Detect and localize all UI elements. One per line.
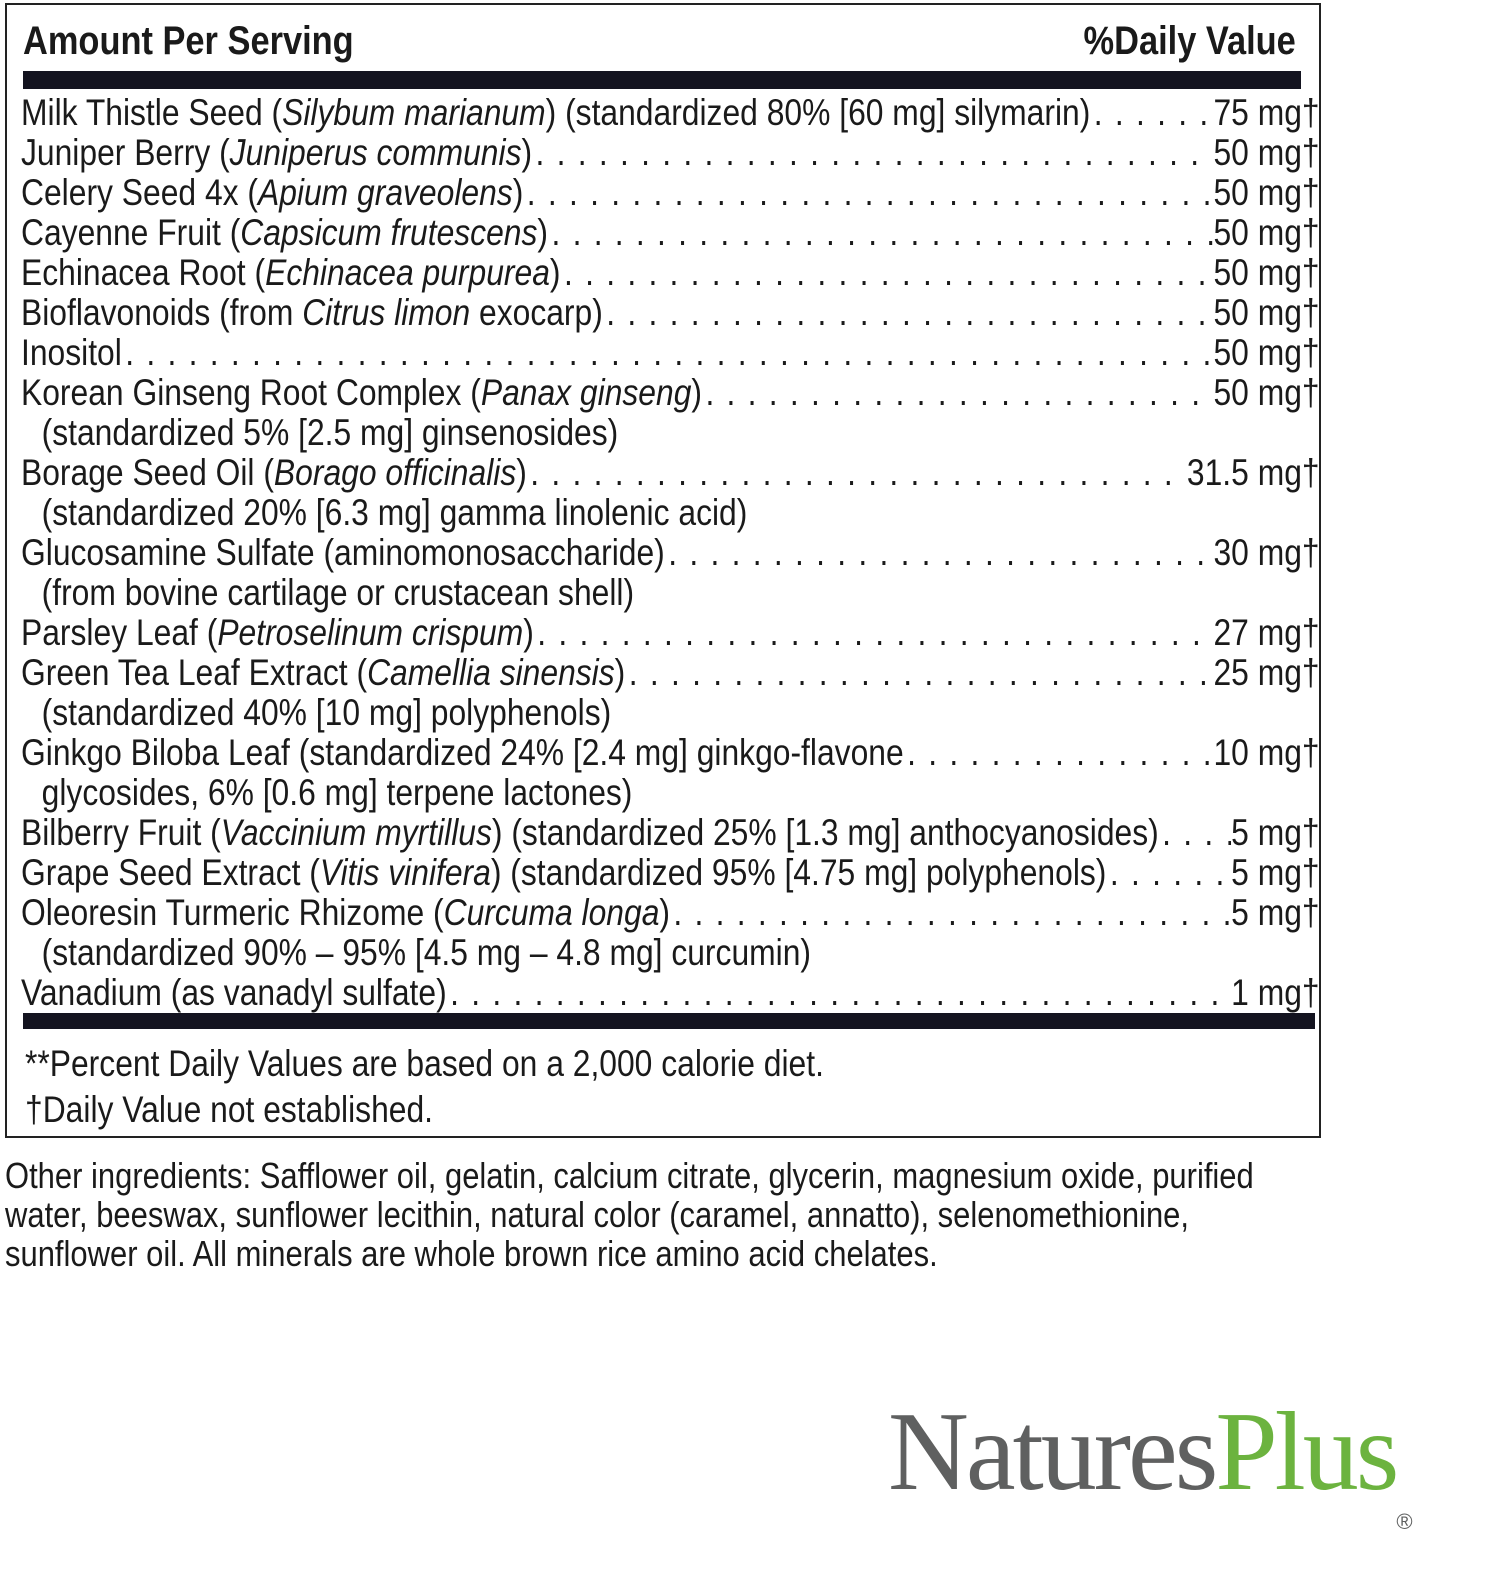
ingredient-row <box>21 973 1320 1013</box>
ingredient-text: Inositol <box>21 332 122 373</box>
other-ingredients-line: water, beeswax, sunflower lecithin, natural color (caramel, annatto), selenomethionine, <box>5 1194 1189 1235</box>
ingredient-text: Milk Thistle Seed ( <box>21 92 283 133</box>
dot-leader <box>603 293 1214 333</box>
ingredient-text: Echinacea Root ( <box>21 252 266 293</box>
ingredient-row <box>21 173 1320 213</box>
ingredient-text: ) <box>516 452 527 493</box>
ingredient-text: Korean Ginseng Root Complex ( <box>21 372 481 413</box>
ingredient-amount: 50 mg† <box>1213 172 1320 213</box>
other-ingredients <box>5 1156 1312 1273</box>
ingredient-name <box>21 893 670 933</box>
ingredient-name <box>21 293 603 333</box>
registered-mark: ® <box>1396 1509 1413 1534</box>
ingredient-name <box>21 333 122 373</box>
ingredient-amount: 30 mg† <box>1213 532 1320 573</box>
ingredient-text: Celery Seed 4x ( <box>21 172 258 213</box>
ingredient-text: ) <box>691 372 702 413</box>
dot-leader <box>625 653 1213 693</box>
dot-leader <box>548 213 1213 253</box>
footnote-dagger: †Daily Value not established. <box>25 1089 434 1130</box>
ingredient-name <box>21 813 1159 853</box>
ingredient-text: Oleoresin Turmeric Rhizome ( <box>21 892 444 933</box>
ingredient-amount: 5 mg† <box>1231 812 1320 853</box>
ingredient-text: Bioflavonoids (from <box>21 292 303 333</box>
ingredient-amount: 1 mg† <box>1231 972 1320 1013</box>
other-ingredients-line: sunflower oil. All minerals are whole brown rice amino acid chelates. <box>5 1233 938 1274</box>
ingredient-row <box>21 453 1320 493</box>
ingredient-amount: 50 mg† <box>1213 292 1320 333</box>
ingredient-amount: 50 mg† <box>1213 132 1320 173</box>
ingredient-row <box>21 253 1320 293</box>
ingredient-list <box>21 93 1320 1013</box>
latin-name: Camellia sinensis <box>367 652 615 693</box>
ingredient-text: ) <box>521 132 533 173</box>
ingredient-text: Vanadium (as vanadyl sulfate) <box>21 972 447 1013</box>
dot-leader <box>670 893 1231 933</box>
naturesplus-logo <box>888 1390 1413 1572</box>
ingredient-row <box>21 853 1320 893</box>
ingredient-name <box>21 373 702 413</box>
latin-name: Silybum marianum <box>282 92 546 133</box>
ingredient-amount: 75 mg† <box>1213 92 1320 133</box>
ingredient-detail: (from bovine cartilage or crustacean shell) <box>41 572 635 613</box>
ingredient-amount: 27 mg† <box>1213 612 1320 653</box>
ingredient-name <box>21 213 548 253</box>
ingredient-text: ) (standardized 95% [4.75 mg] polyphenols) <box>490 852 1107 893</box>
ingredient-row <box>21 373 1320 413</box>
ingredient-name <box>21 253 561 293</box>
dot-leader <box>1106 853 1231 893</box>
ingredient-name <box>21 93 1090 133</box>
dot-leader <box>534 613 1214 653</box>
ingredient-text: Glucosamine Sulfate (aminomonosaccharide) <box>21 532 665 573</box>
ingredient-row <box>21 613 1320 653</box>
dot-leader <box>1159 813 1231 853</box>
ingredient-name <box>21 453 527 493</box>
latin-name: Curcuma longa <box>443 892 660 933</box>
ingredient-text: Borage Seed Oil ( <box>21 452 274 493</box>
latin-name: Citrus limon <box>302 292 471 333</box>
ingredient-name <box>21 733 904 773</box>
dot-leader <box>122 333 1214 373</box>
ingredient-text: Ginkgo Biloba Leaf (standardized 24% [2.4 mg] ginkgo-flavone <box>21 732 904 773</box>
logo-natures: Natures <box>888 1390 1216 1514</box>
ingredient-text: ) <box>549 252 561 293</box>
ingredient-text: ) <box>523 612 534 653</box>
latin-name: Vaccinium myrtillus <box>220 812 492 853</box>
ingredient-detail: (standardized 90% – 95% [4.5 mg – 4.8 mg] curcumin) <box>41 932 812 973</box>
footer-divider <box>23 1013 1315 1029</box>
ingredient-amount: 31.5 mg† <box>1186 452 1320 493</box>
latin-name: Echinacea purpurea <box>265 252 550 293</box>
ingredient-text: exocarp) <box>470 292 603 333</box>
footnotes <box>25 1041 1143 1133</box>
latin-name: Petroselinum crispum <box>217 612 524 653</box>
dot-leader <box>702 373 1213 413</box>
ingredient-amount: 5 mg† <box>1231 852 1320 893</box>
logo-plus: Plus <box>1215 1390 1397 1514</box>
latin-name: Borago officinalis <box>273 452 517 493</box>
ingredient-row <box>21 133 1320 173</box>
latin-name: Panax ginseng <box>480 372 692 413</box>
ingredient-text: Grape Seed Extract ( <box>21 852 320 893</box>
ingredient-row <box>21 533 1320 573</box>
ingredient-amount: 50 mg† <box>1213 212 1320 253</box>
ingredient-amount: 50 mg† <box>1213 332 1320 373</box>
ingredient-text: ) <box>659 892 670 933</box>
dot-leader <box>527 453 1187 493</box>
latin-name: Juniperus communis <box>229 132 522 173</box>
ingredient-name <box>21 653 625 693</box>
ingredient-amount: 50 mg† <box>1213 372 1320 413</box>
dot-leader <box>1090 93 1213 133</box>
supplement-facts-panel <box>5 3 1321 1138</box>
ingredient-row <box>21 733 1320 773</box>
ingredient-text: Cayenne Fruit ( <box>21 212 241 253</box>
dot-leader <box>523 173 1213 213</box>
ingredient-text: Juniper Berry ( <box>21 132 230 173</box>
ingredient-detail: (standardized 40% [10 mg] polyphenols) <box>41 692 612 733</box>
ingredient-name <box>21 133 532 173</box>
dot-leader <box>532 133 1213 173</box>
ingredient-text: ) <box>537 212 549 253</box>
ingredient-row <box>21 293 1320 333</box>
ingredient-name <box>21 173 523 213</box>
ingredient-row <box>21 213 1320 253</box>
ingredient-row <box>21 93 1320 133</box>
ingredient-amount: 25 mg† <box>1213 652 1320 693</box>
ingredient-detail: (standardized 5% [2.5 mg] ginsenosides) <box>41 412 619 453</box>
dot-leader <box>904 733 1214 773</box>
ingredient-amount: 5 mg† <box>1231 892 1320 933</box>
header-divider <box>23 71 1301 89</box>
ingredient-amount: 50 mg† <box>1213 252 1320 293</box>
ingredient-detail: (standardized 20% [6.3 mg] gamma linolenic acid) <box>41 492 748 533</box>
ingredient-detail: glycosides, 6% [0.6 mg] terpene lactones) <box>41 772 633 813</box>
ingredient-name <box>21 533 665 573</box>
daily-value-heading: %Daily Value <box>1083 19 1296 63</box>
ingredient-text: Green Tea Leaf Extract ( <box>21 652 368 693</box>
ingredient-row <box>21 813 1320 853</box>
ingredient-text: ) <box>512 172 524 213</box>
ingredient-name <box>21 613 534 653</box>
latin-name: Capsicum frutescens <box>240 212 538 253</box>
ingredient-name <box>21 853 1106 893</box>
dot-leader <box>561 253 1214 293</box>
amount-per-serving-heading: Amount Per Serving <box>23 19 354 63</box>
ingredient-text: Bilberry Fruit ( <box>21 812 221 853</box>
footnote-daily-values: **Percent Daily Values are based on a 2,000 calorie diet. <box>25 1043 824 1084</box>
ingredient-row <box>21 893 1320 933</box>
dot-leader <box>665 533 1214 573</box>
ingredient-row <box>21 653 1320 693</box>
ingredient-row <box>21 333 1320 373</box>
table-header <box>23 19 1296 65</box>
ingredient-text: ) (standardized 80% [60 mg] silymarin) <box>545 92 1091 133</box>
ingredient-text: Parsley Leaf ( <box>21 612 218 653</box>
ingredient-text: ) (standardized 25% [1.3 mg] anthocyanosides) <box>491 812 1159 853</box>
latin-name: Vitis vinifera <box>319 852 491 893</box>
dot-leader <box>447 973 1231 1013</box>
ingredient-name <box>21 973 447 1013</box>
ingredient-text: ) <box>614 652 626 693</box>
ingredient-amount: 10 mg† <box>1213 732 1320 773</box>
latin-name: Apium graveolens <box>257 172 513 213</box>
other-ingredients-line: Other ingredients: Safflower oil, gelatin, calcium citrate, glycerin, magnesium oxide, purified <box>5 1155 1254 1196</box>
